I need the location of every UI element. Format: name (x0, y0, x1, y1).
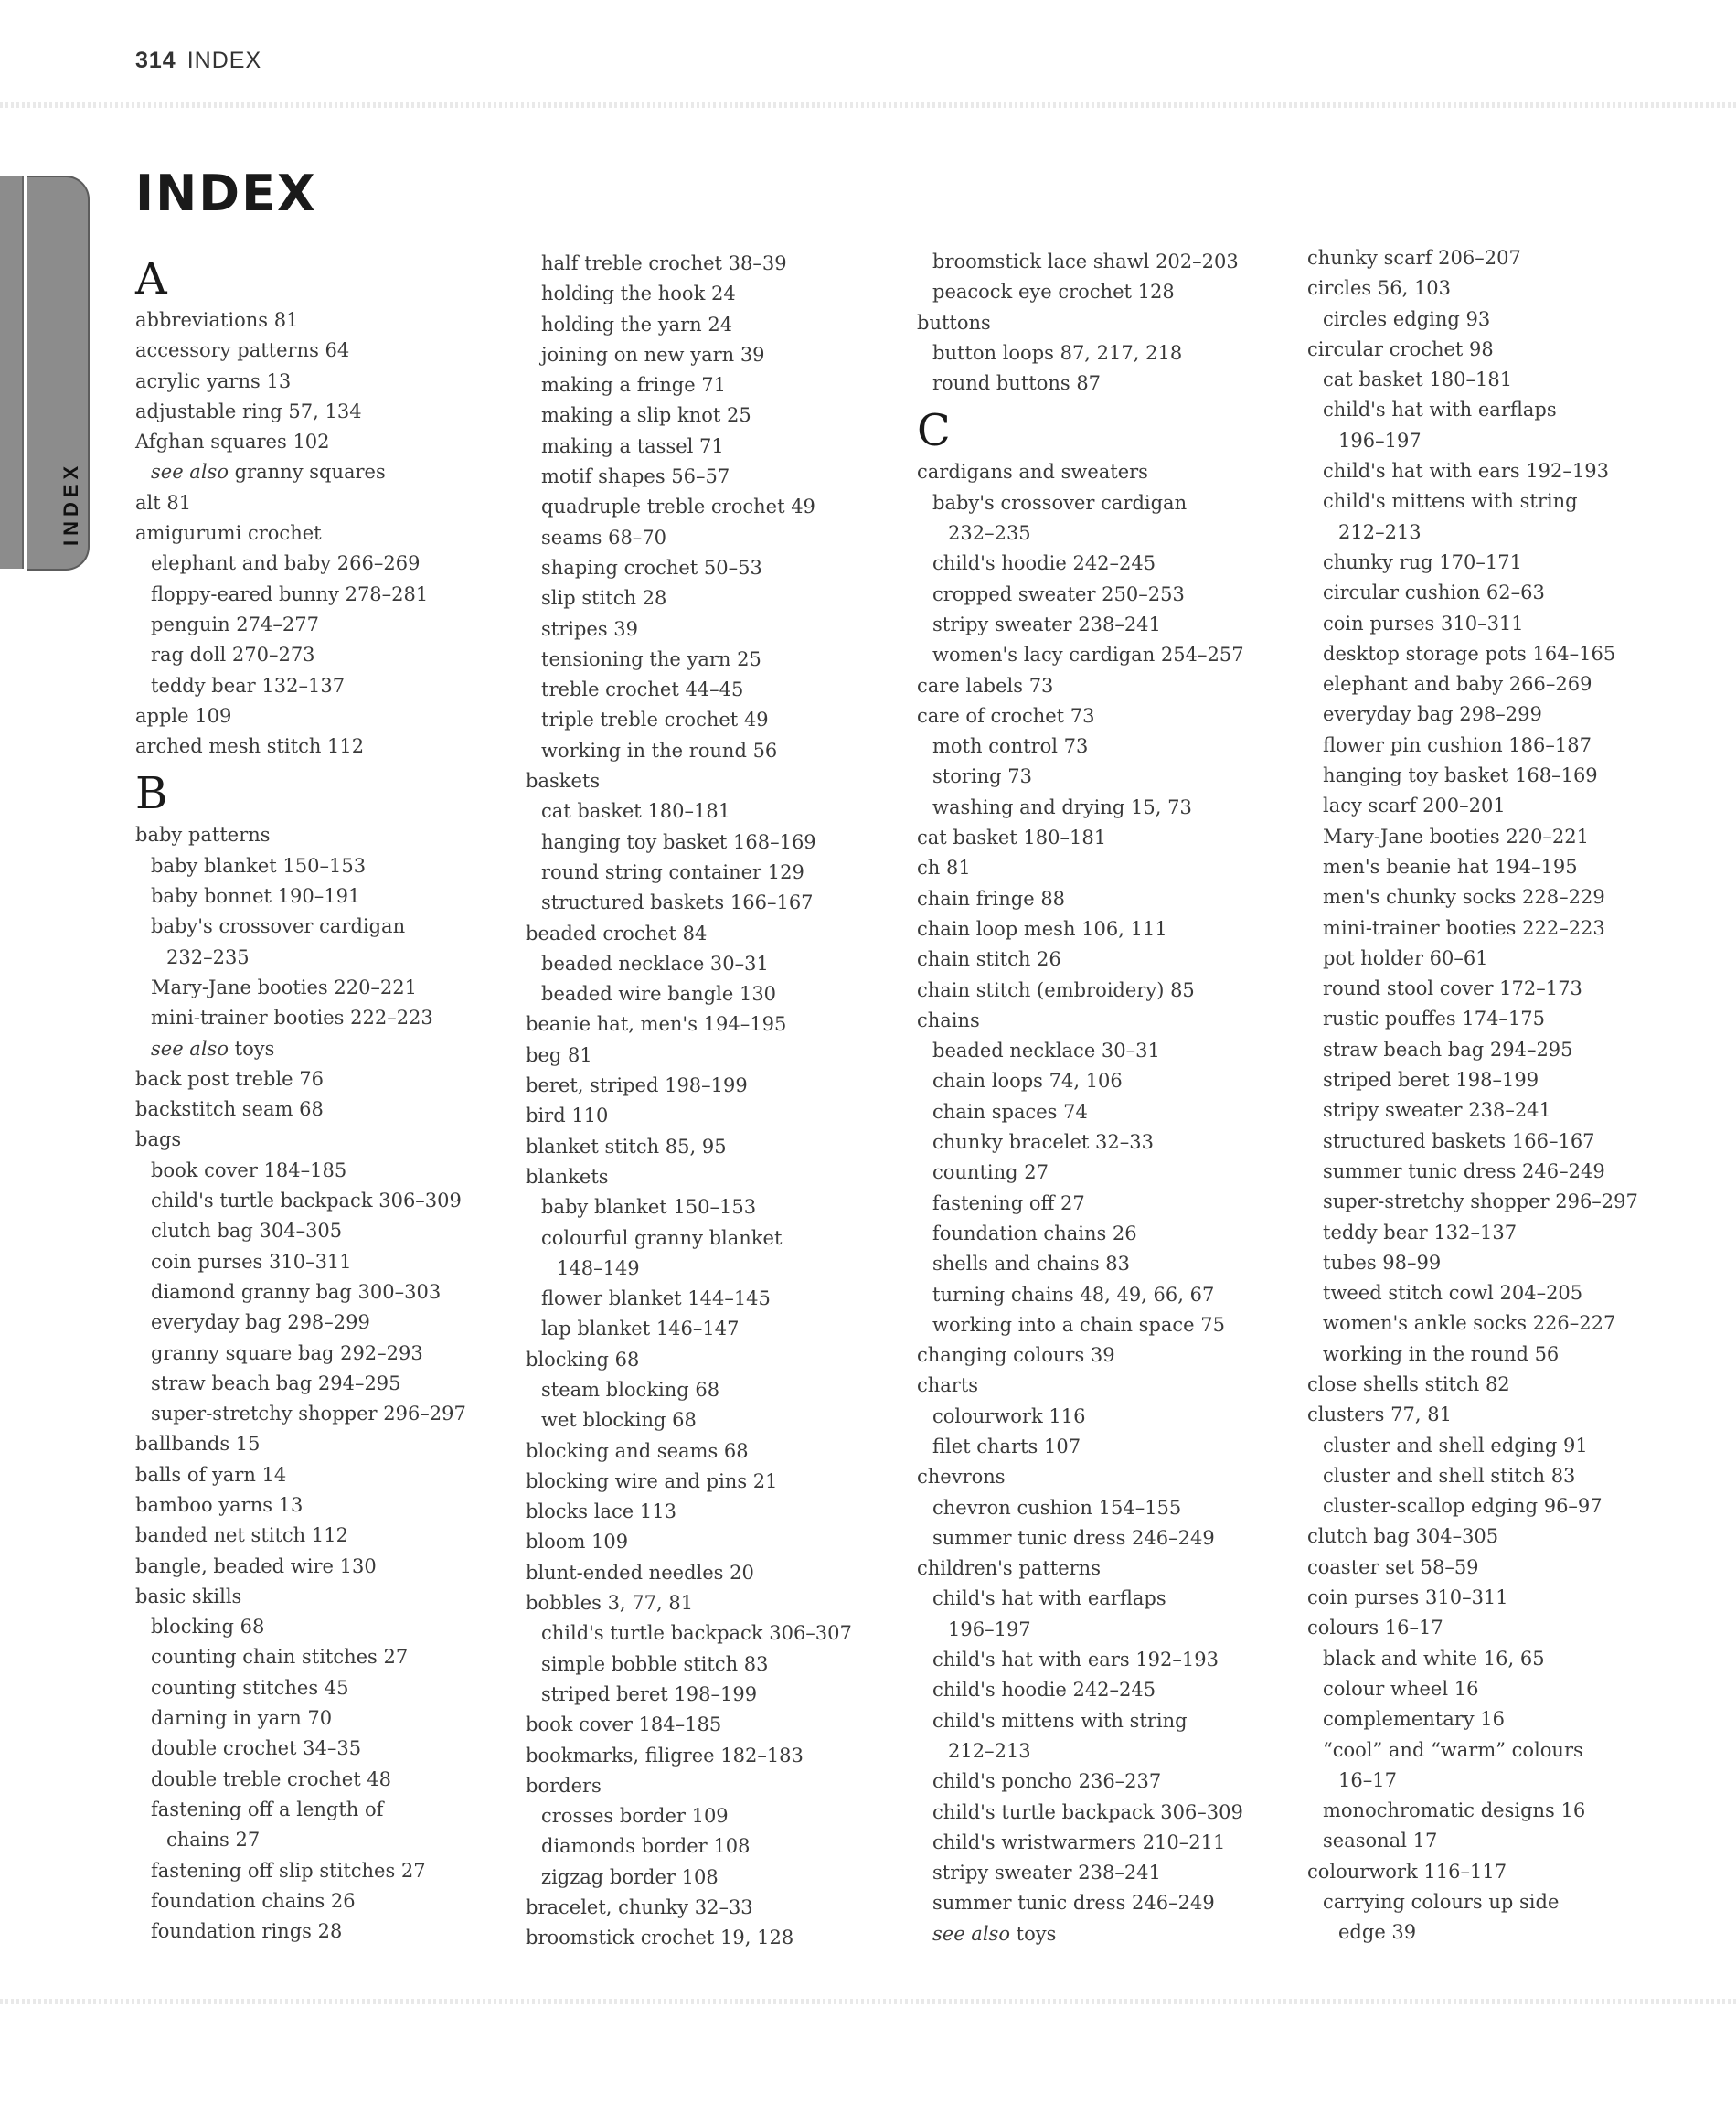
see-also-label: see also (151, 461, 229, 484)
index-subentry: striped beret 198–199 (541, 1682, 758, 1705)
index-entry: adjustable ring 57, 134 (135, 400, 362, 422)
index-subentry: triple treble crochet 49 (541, 709, 769, 731)
index-subentry: colourwork 116 (932, 1404, 1086, 1427)
index-entry: cardigans and sweaters (917, 461, 1148, 484)
index-subentry: summer tunic dress 246–249 (1323, 1159, 1605, 1182)
index-entry: clutch bag 304–305 (1307, 1525, 1499, 1548)
index-subentry: stripy sweater 238–241 (932, 1862, 1161, 1884)
index-subentry: broomstick lace shawl 202–203 (932, 251, 1239, 272)
index-subentry: chunky rug 170–171 (1323, 550, 1522, 573)
index-entry: buttons (917, 311, 991, 334)
index-subentry: child's hoodie 242–245 (932, 552, 1156, 575)
index-subentry: chain spaces 74 (932, 1100, 1088, 1123)
index-letter-heading: C (917, 405, 951, 457)
index-subentry: cluster and shell edging 91 (1323, 1434, 1588, 1457)
index-subentry: elephant and baby 266–269 (1323, 673, 1592, 696)
see-also-label: see also (932, 1922, 1010, 1945)
see-also-label: see also (151, 1037, 229, 1060)
index-subentry: filet charts 107 (932, 1435, 1081, 1457)
index-subentry: Mary-Jane booties 220–221 (1323, 825, 1590, 848)
index-entry: blocks lace 113 (526, 1500, 676, 1523)
index-subentry: beaded necklace 30–31 (541, 952, 769, 975)
index-entry: borders (526, 1774, 602, 1797)
index-entry: broomstick crochet 19, 128 (526, 1927, 794, 1949)
index-subentry: granny square bag 292–293 (151, 1341, 423, 1364)
index-subentry: straw beach bag 294–295 (151, 1372, 401, 1394)
index-subentry: striped beret 198–199 (1323, 1069, 1539, 1092)
index-subentry: stripes 39 (541, 617, 639, 640)
index-subentry: round string container 129 (541, 860, 804, 883)
index-entry: chain stitch 26 (917, 948, 1061, 971)
index-subentry: holding the yarn 24 (541, 313, 733, 336)
index-subentry: circles edging 93 (1323, 307, 1491, 330)
index-subentry: counting stitches 45 (151, 1676, 349, 1699)
index-column-1 (135, 252, 501, 1947)
index-subentry: slip stitch 28 (541, 587, 667, 610)
index-subentry (135, 1034, 501, 1064)
index-subentry: pot holder 60–61 (1323, 946, 1488, 969)
index-letter-heading: B (135, 768, 168, 820)
page-number: 314 (135, 48, 176, 73)
index-subentry: storing 73 (932, 765, 1032, 788)
index-entry: chunky scarf 206–207 (1307, 247, 1521, 269)
index-subentry: shells and chains 83 (932, 1253, 1130, 1276)
index-subentry: women's lacy cardigan 254–257 (932, 644, 1244, 667)
index-entry: circular crochet 98 (1307, 337, 1494, 360)
bottom-rule (0, 1999, 1736, 2004)
index-entry: chain fringe 88 (917, 887, 1066, 910)
index-entry: blankets (526, 1165, 609, 1188)
index-subentry: child's turtle backpack 306–309 (151, 1190, 462, 1212)
running-head (135, 48, 261, 74)
index-entry: care of crochet 73 (917, 704, 1095, 727)
index-subentry: flower pin cushion 186–187 (1323, 733, 1592, 756)
index-subentry: structured baskets 166–167 (1323, 1129, 1595, 1152)
index-subentry: super-stretchy shopper 296–297 (151, 1403, 466, 1425)
running-head-section: INDEX (186, 48, 262, 73)
index-subentry: everyday bag 298–299 (1323, 703, 1542, 726)
index-entry: accessory patterns 64 (135, 339, 350, 362)
index-subentry: clutch bag 304–305 (151, 1220, 343, 1243)
index-entry: apple 109 (135, 704, 232, 727)
index-entry: bags (135, 1128, 182, 1151)
index-subentry: steam blocking 68 (541, 1378, 720, 1401)
index-subentry: 232–235 (948, 522, 1031, 545)
index-subentry: monochromatic designs 16 (1323, 1799, 1586, 1822)
index-subentry: crosses border 109 (541, 1805, 729, 1828)
index-subentry: counting chain stitches 27 (151, 1646, 409, 1669)
index-subentry: shaping crochet 50–53 (541, 556, 762, 579)
index-subentry: turning chains 48, 49, 66, 67 (932, 1283, 1215, 1306)
index-subentry: straw beach bag 294–295 (1323, 1038, 1573, 1061)
index-entry: book cover 184–185 (526, 1713, 722, 1736)
index-subentry: seasonal 17 (1323, 1830, 1438, 1852)
index-subentry: washing and drying 15, 73 (932, 795, 1192, 818)
index-entry: bird 110 (526, 1105, 609, 1127)
index-subentry: lap blanket 146–147 (541, 1318, 740, 1340)
index-subentry: fastening off a length of (151, 1798, 384, 1820)
index-subentry: working into a chain space 75 (932, 1313, 1225, 1336)
index-subentry: rag doll 270–273 (151, 644, 315, 667)
index-subentry: treble crochet 44–45 (541, 678, 744, 701)
index-subentry: button loops 87, 217, 218 (932, 341, 1183, 364)
index-subentry: foundation rings 28 (151, 1920, 343, 1943)
index-subentry: elephant and baby 266–269 (151, 552, 421, 575)
index-subentry: counting 27 (932, 1161, 1049, 1184)
index-subentry: men's beanie hat 194–195 (1323, 855, 1578, 878)
index-subentry: cluster and shell stitch 83 (1323, 1464, 1576, 1487)
index-subentry: edge 39 (1338, 1921, 1417, 1944)
index-subentry: colour wheel 16 (1323, 1677, 1479, 1700)
index-subentry: tubes 98–99 (1323, 1251, 1442, 1274)
index-entry: balls of yarn 14 (135, 1463, 287, 1486)
index-subentry (917, 1919, 1283, 1949)
index-entry: bloom 109 (526, 1531, 629, 1553)
index-subentry: mini-trainer booties 222–223 (151, 1007, 433, 1030)
index-entry: bracelet, chunky 32–33 (526, 1896, 753, 1919)
index-subentry: chevron cushion 154–155 (932, 1496, 1182, 1519)
index-entry: backstitch seam 68 (135, 1098, 324, 1121)
index-entry: banded net stitch 112 (135, 1524, 348, 1547)
index-subentry: 148–149 (557, 1256, 640, 1279)
index-subentry: colourful granny blanket (541, 1226, 783, 1249)
index-subentry: 212–213 (948, 1739, 1031, 1762)
index-entry: colours 16–17 (1307, 1617, 1443, 1639)
index-subentry: holding the hook 24 (541, 283, 736, 305)
index-entry: chain loop mesh 106, 111 (917, 917, 1167, 940)
index-entry: bamboo yarns 13 (135, 1493, 304, 1516)
index-entry: care labels 73 (917, 674, 1054, 697)
index-subentry: baby bonnet 190–191 (151, 885, 361, 908)
index-letter-heading: A (135, 253, 167, 304)
see-also-target: toys (1009, 1922, 1057, 1945)
index-subentry: mini-trainer booties 222–223 (1323, 916, 1605, 939)
index-subentry: simple bobble stitch 83 (541, 1652, 769, 1675)
index-subentry: working in the round 56 (1323, 1342, 1560, 1365)
index-subentry: peacock eye crochet 128 (932, 281, 1175, 304)
index-subentry: super-stretchy shopper 296–297 (1323, 1190, 1638, 1213)
index-subentry: tweed stitch cowl 204–205 (1323, 1282, 1583, 1305)
index-entry: chains (917, 1009, 980, 1031)
index-subentry: moth control 73 (932, 735, 1089, 758)
index-subentry: coin purses 310–311 (1323, 612, 1524, 635)
index-entry: circles 56, 103 (1307, 277, 1452, 300)
see-also-target: toys (228, 1037, 275, 1060)
top-rule (0, 102, 1736, 108)
index-subentry: beaded wire bangle 130 (541, 983, 777, 1006)
index-subentry: book cover 184–185 (151, 1158, 347, 1181)
index-subentry: child's turtle backpack 306–309 (932, 1800, 1243, 1823)
index-entry: blunt-ended needles 20 (526, 1561, 754, 1584)
index-subentry: baby's crossover cardigan (151, 915, 406, 938)
index-subentry: child's wristwarmers 210–211 (932, 1831, 1226, 1853)
index-entry: alt 81 (135, 491, 192, 514)
index-entry: children's patterns (917, 1557, 1101, 1580)
index-subentry: stripy sweater 238–241 (1323, 1099, 1551, 1122)
index-entry: arched mesh stitch 112 (135, 735, 365, 758)
index-subentry: working in the round 56 (541, 739, 778, 762)
index-subentry: child's mittens with string (932, 1709, 1188, 1732)
index-subentry: cropped sweater 250–253 (932, 582, 1185, 605)
index-subentry: fastening off 27 (932, 1191, 1085, 1214)
index-subentry: flower blanket 144–145 (541, 1287, 771, 1310)
index-subentry: complementary 16 (1323, 1708, 1506, 1731)
index-entry: coin purses 310–311 (1307, 1586, 1508, 1609)
index-subentry: lacy scarf 200–201 (1323, 795, 1506, 817)
index-subentry: carrying colours up side (1323, 1891, 1560, 1914)
index-subentry: foundation chains 26 (932, 1222, 1137, 1244)
index-subentry: teddy bear 132–137 (1323, 1221, 1518, 1244)
index-subentry: hanging toy basket 168–169 (541, 830, 816, 853)
index-subentry: child's hoodie 242–245 (932, 1679, 1156, 1702)
index-subentry: 232–235 (166, 945, 250, 968)
index-subentry: foundation chains 26 (151, 1889, 356, 1912)
index-subentry (135, 457, 501, 487)
index-subentry: coin purses 310–311 (151, 1250, 352, 1273)
index-subentry: summer tunic dress 246–249 (932, 1892, 1215, 1915)
index-entry: blanket stitch 85, 95 (526, 1135, 727, 1158)
index-subentry: child's hat with ears 192–193 (1323, 460, 1609, 483)
index-subentry: cat basket 180–181 (1323, 368, 1513, 391)
index-entry: ch 81 (917, 857, 971, 880)
index-subentry: everyday bag 298–299 (151, 1311, 370, 1334)
index-subentry: making a fringe 71 (541, 374, 727, 397)
index-entry: blocking and seams 68 (526, 1439, 749, 1462)
index-subentry: zigzag border 108 (541, 1865, 719, 1888)
index-entry: abbreviations 81 (135, 309, 299, 331)
index-subentry: darning in yarn 70 (151, 1707, 333, 1730)
index-entry: baskets (526, 770, 601, 793)
index-subentry: diamonds border 108 (541, 1835, 751, 1858)
index-subentry: 16–17 (1338, 1768, 1397, 1791)
index-subentry: half treble crochet 38–39 (541, 252, 787, 274)
side-tab (0, 176, 90, 569)
index-subentry: child's hat with earflaps (1323, 399, 1557, 422)
index-subentry: circular cushion 62–63 (1323, 582, 1545, 604)
index-entry: baby patterns (135, 824, 271, 847)
index-subentry: men's chunky socks 228–229 (1323, 886, 1605, 909)
index-subentry: wet blocking 68 (541, 1409, 697, 1432)
index-entry: blocking wire and pins 21 (526, 1469, 778, 1492)
index-subentry: Mary-Jane booties 220–221 (151, 976, 418, 998)
index-subentry: cluster-scallop edging 96–97 (1323, 1495, 1603, 1518)
index-subentry: baby blanket 150–153 (151, 854, 367, 877)
index-entry: ballbands 15 (135, 1433, 261, 1456)
index-subentry: baby's crossover cardigan (932, 491, 1188, 514)
index-subentry: quadruple treble crochet 49 (541, 496, 815, 518)
index-entry: basic skills (135, 1585, 242, 1607)
index-subentry: chunky bracelet 32–33 (932, 1131, 1154, 1154)
index-subentry: “cool” and “warm” colours (1323, 1738, 1583, 1761)
index-entry: bookmarks, filigree 182–183 (526, 1744, 804, 1767)
index-subentry: floppy-eared bunny 278–281 (151, 582, 429, 605)
index-subentry: 212–213 (1338, 520, 1422, 543)
index-entry: chevrons (917, 1466, 1006, 1489)
index-entry: acrylic yarns 13 (135, 369, 292, 392)
index-entry: coaster set 58–59 (1307, 1555, 1479, 1578)
index-entry: blocking 68 (526, 1348, 640, 1371)
index-subentry: rustic pouffes 174–175 (1323, 1008, 1546, 1030)
index-entry: Afghan squares 102 (135, 431, 330, 454)
index-entry: close shells stitch 82 (1307, 1372, 1510, 1395)
index-subentry: women's ankle socks 226–227 (1323, 1312, 1616, 1335)
index-entry: beg 81 (526, 1043, 592, 1066)
index-subentry: cat basket 180–181 (541, 800, 731, 823)
index-subentry: making a tassel 71 (541, 434, 724, 457)
index-subentry: seams 68–70 (541, 526, 667, 549)
index-subentry: 196–197 (948, 1617, 1031, 1640)
index-subentry: black and white 16, 65 (1323, 1647, 1545, 1670)
index-subentry: round buttons 87 (932, 372, 1102, 395)
index-subentry: double crochet 34–35 (151, 1737, 362, 1760)
index-subentry: round stool cover 172–173 (1323, 977, 1582, 1000)
side-tab-label: INDEX (59, 461, 82, 546)
index-entry: colourwork 116–117 (1307, 1860, 1507, 1883)
index-subentry: teddy bear 132–137 (151, 674, 346, 697)
index-subentry: child's poncho 236–237 (932, 1770, 1162, 1793)
index-entry: cat basket 180–181 (917, 827, 1107, 849)
index-subentry: diamond granny bag 300–303 (151, 1280, 442, 1303)
index-subentry: child's hat with ears 192–193 (932, 1649, 1219, 1671)
index-entry: changing colours 39 (917, 1344, 1115, 1367)
index-subentry: child's turtle backpack 306–307 (541, 1622, 852, 1645)
page-title: INDEX (135, 165, 317, 222)
index-column-3 (917, 247, 1283, 1949)
index-subentry: desktop storage pots 164–165 (1323, 642, 1616, 665)
index-subentry: stripy sweater 238–241 (932, 613, 1161, 635)
index-subentry: motif shapes 56–57 (541, 465, 730, 488)
index-subentry: hanging toy basket 168–169 (1323, 764, 1598, 787)
index-subentry: tensioning the yarn 25 (541, 647, 761, 670)
index-entry: charts (917, 1374, 979, 1397)
index-column-4 (1307, 243, 1673, 1948)
index-entry: beret, striped 198–199 (526, 1074, 748, 1097)
index-entry: bobbles 3, 77, 81 (526, 1592, 694, 1615)
index-column-2 (526, 249, 891, 1954)
index-entry: beanie hat, men's 194–195 (526, 1013, 787, 1036)
index-subentry: chain loops 74, 106 (932, 1070, 1123, 1093)
index-entry: back post treble 76 (135, 1067, 324, 1090)
index-subentry: beaded necklace 30–31 (932, 1040, 1160, 1062)
index-entry: bangle, beaded wire 130 (135, 1554, 377, 1577)
index-subentry: child's mittens with string (1323, 490, 1578, 513)
side-tab-bar (0, 176, 24, 569)
index-subentry: summer tunic dress 246–249 (932, 1526, 1215, 1549)
index-subentry: joining on new yarn 39 (541, 343, 765, 366)
see-also-target: granny squares (228, 461, 386, 484)
index-subentry: double treble crochet 48 (151, 1767, 392, 1790)
index-subentry: 196–197 (1338, 429, 1422, 452)
index-subentry: penguin 274–277 (151, 613, 319, 635)
index-subentry: structured baskets 166–167 (541, 891, 814, 914)
index-subentry: making a slip knot 25 (541, 404, 751, 427)
index-subentry: blocking 68 (151, 1616, 265, 1639)
index-subentry: fastening off slip stitches 27 (151, 1859, 426, 1882)
index-entry: beaded crochet 84 (526, 922, 708, 945)
index-subentry: baby blanket 150–153 (541, 1196, 757, 1219)
index-subentry: chains 27 (166, 1829, 261, 1852)
index-subentry: child's hat with earflaps (932, 1587, 1166, 1610)
index-entry: chain stitch (embroidery) 85 (917, 978, 1195, 1001)
index-entry: clusters 77, 81 (1307, 1404, 1452, 1426)
index-entry: amigurumi crochet (135, 522, 322, 545)
